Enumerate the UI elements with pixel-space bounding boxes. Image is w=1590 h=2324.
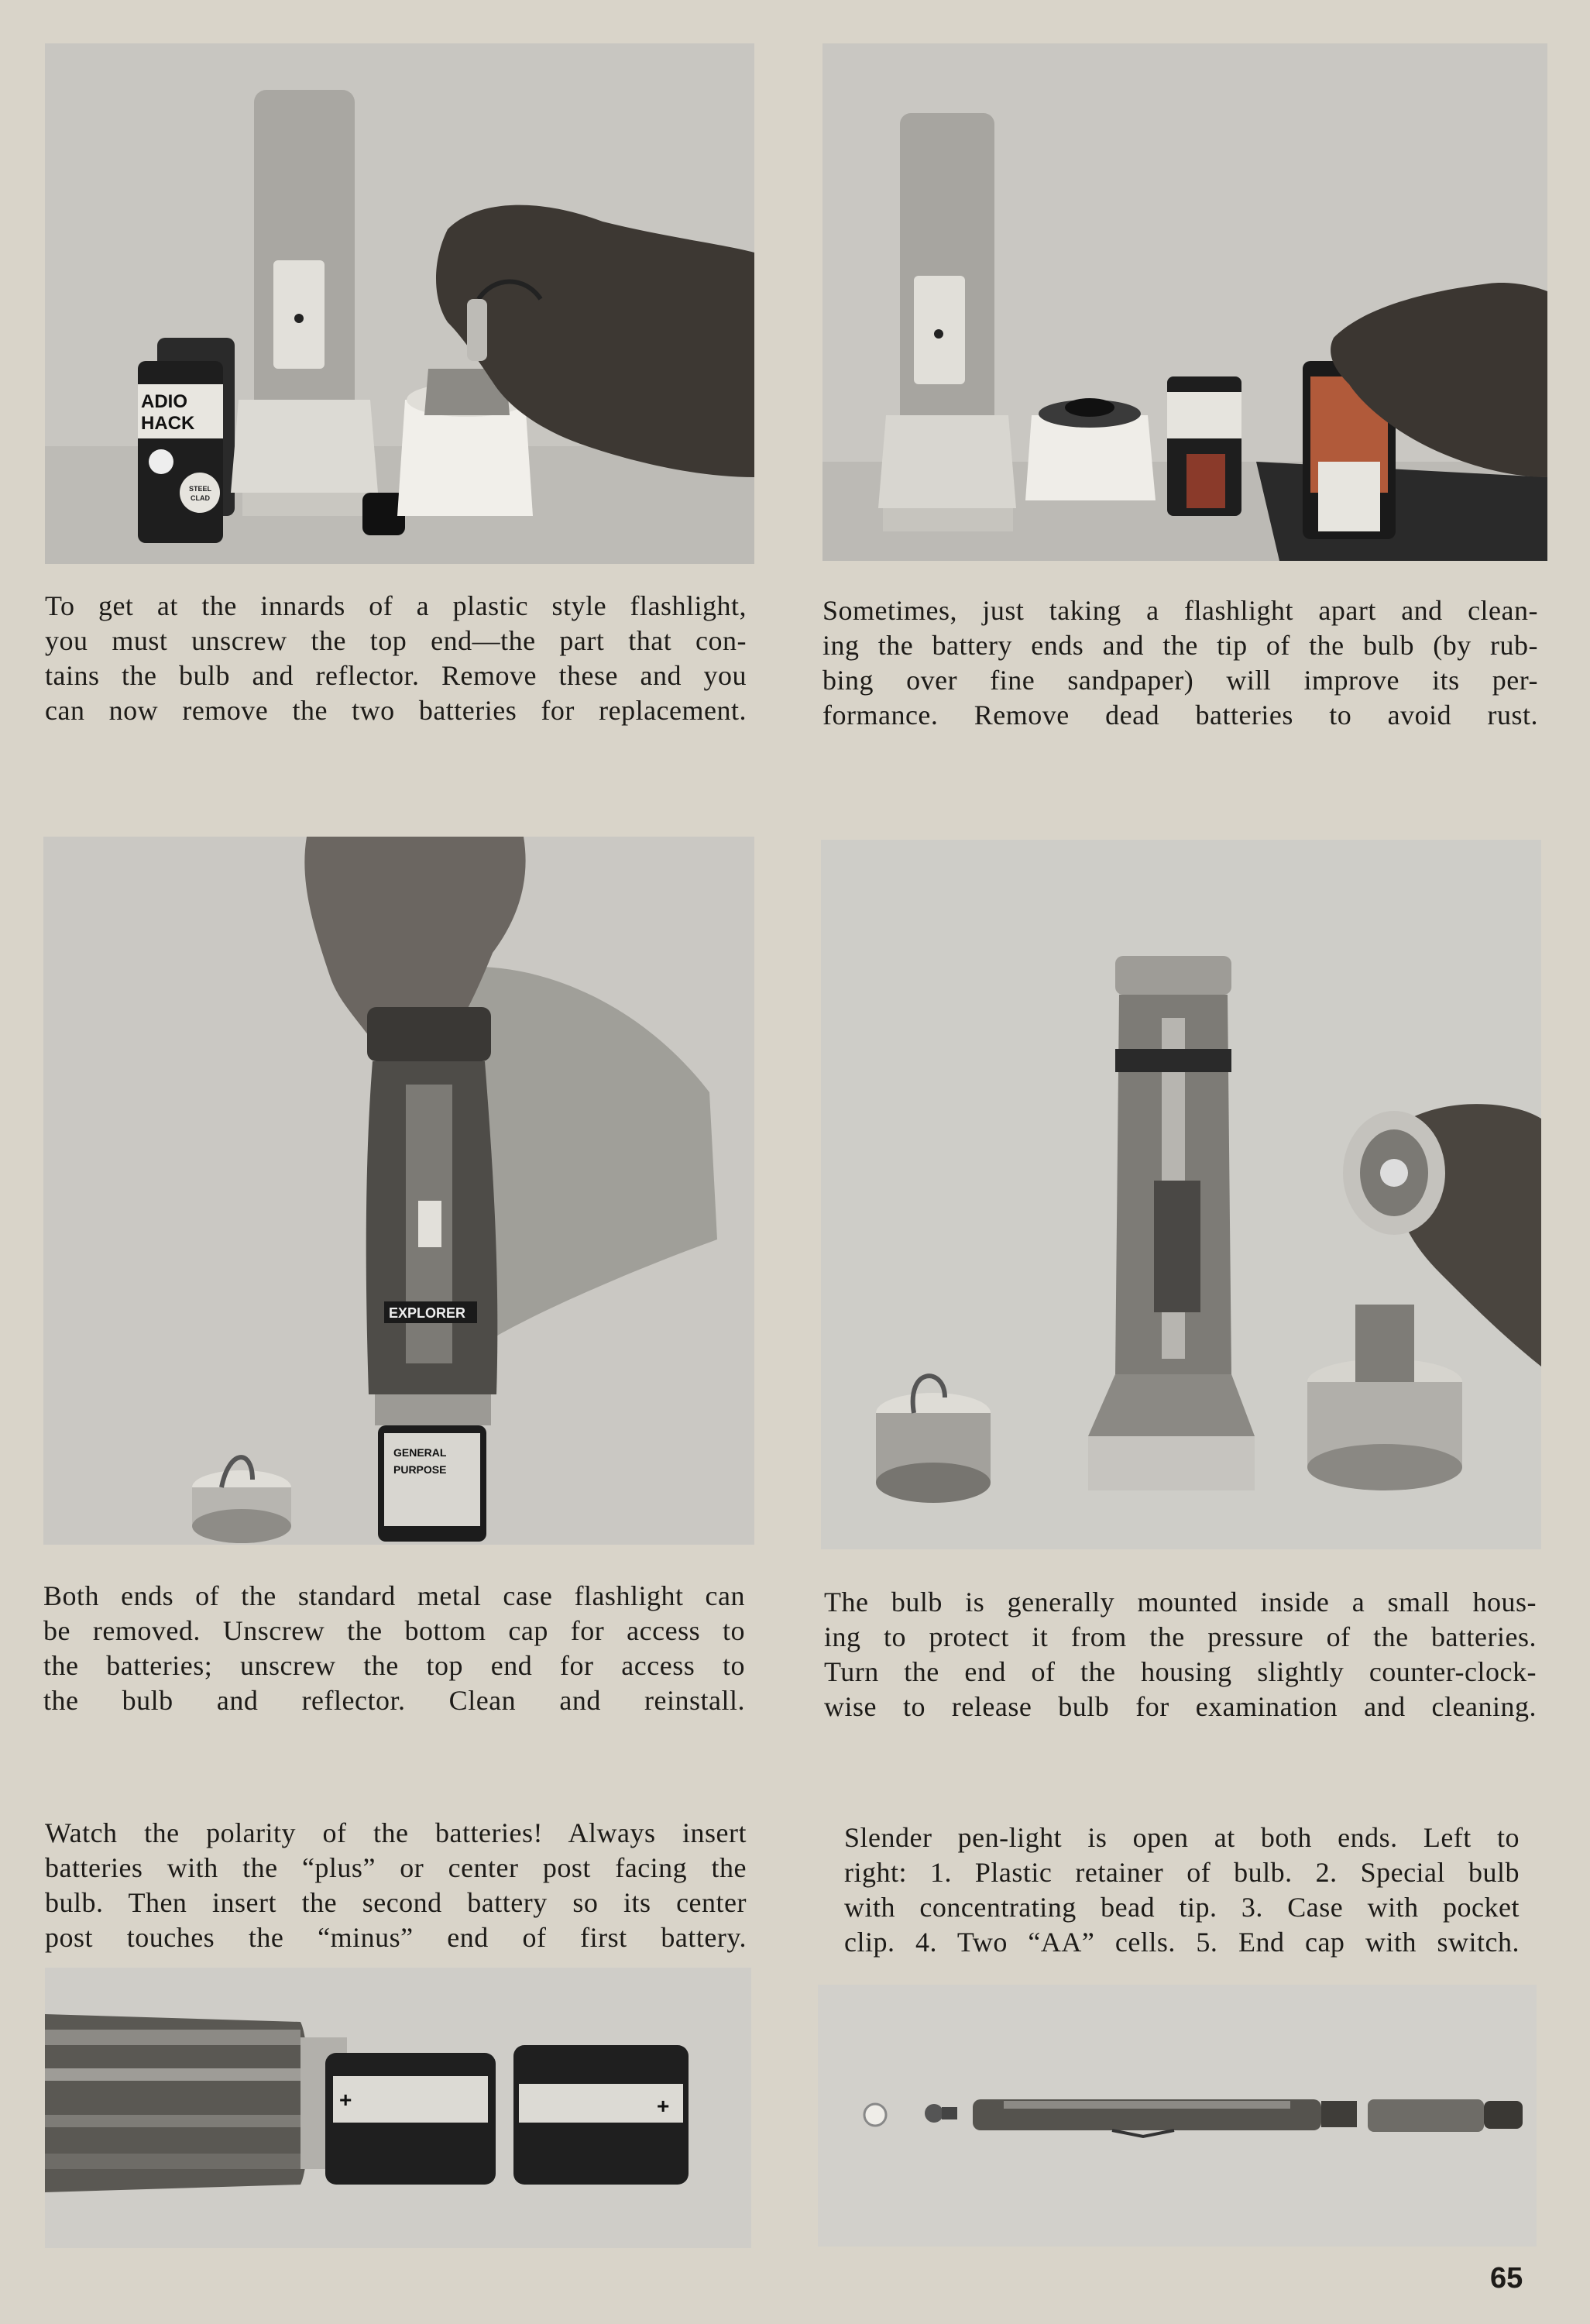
caption-photo6-line3: with concentrating bead tip. 3. Case with pocket — [844, 1892, 1520, 1923]
flashlight-disassembly-illustration — [45, 43, 754, 564]
caption-photo5-line1: Watch the polarity of the batteries! Always insert — [45, 1817, 747, 1848]
battery-label-line2: PURPOSE — [393, 1463, 447, 1476]
caption-photo2-line1: Sometimes, just taking a flashlight apart and clean- — [822, 595, 1538, 626]
flashlight-cleaning-illustration — [822, 43, 1547, 561]
caption-photo5-line3: bulb. Then insert the second battery so its center — [45, 1887, 747, 1918]
caption-photo6-line4: clip. 4. Two “AA” cells. 5. End cap with switch. — [844, 1927, 1520, 1958]
caption-photo4-line3: Turn the end of the housing slightly counter-clock- — [824, 1656, 1537, 1687]
caption-photo6-line2: right: 1. Plastic retainer of bulb. 2. Special bulb — [844, 1857, 1520, 1888]
steel-clad-line2: CLAD — [191, 494, 210, 502]
photo-cleaning-batteries — [822, 43, 1547, 561]
caption-photo1-line3: tains the bulb and reflector. Remove these and you — [45, 660, 747, 691]
caption-photo3-line4: the bulb and reflector. Clean and reinstall. — [43, 1685, 745, 1716]
battery-polarity-illustration — [45, 1968, 751, 2248]
caption-photo3-line3: the batteries; unscrew the top end for access to — [43, 1650, 745, 1681]
caption-photo2-line4: formance. Remove dead batteries to avoid rust. — [822, 700, 1538, 731]
caption-photo3-line1: Both ends of the standard metal case flashlight can — [43, 1580, 745, 1611]
caption-photo1-line1: To get at the innards of a plastic style flashlight, — [45, 590, 747, 621]
caption-photo6-line1: Slender pen-light is open at both ends. Left to — [844, 1822, 1520, 1853]
caption-photo2-line2: ing the battery ends and the tip of the bulb (by rub- — [822, 630, 1538, 661]
caption-photo5 — [45, 1816, 747, 1955]
caption-photo1-line4: can now remove the two batteries for replacement. — [45, 695, 747, 726]
flashlight-brand-label: EXPLORER — [389, 1305, 466, 1321]
caption-photo2 — [822, 593, 1538, 733]
caption-photo2-line3: bing over fine sandpaper) will improve its per- — [822, 665, 1538, 696]
battery-brand-line1: ADIO — [141, 391, 187, 412]
photo-penlight-parts — [818, 1985, 1537, 2247]
caption-photo4-line2: ing to protect it from the pressure of the batteries. — [824, 1621, 1537, 1652]
caption-photo4-line4: wise to release bulb for examination and cleaning. — [824, 1691, 1537, 1722]
caption-photo5-line2: batteries with the “plus” or center post facing the — [45, 1852, 747, 1883]
photo-plastic-flashlight — [45, 43, 754, 564]
caption-photo1-line2: you must unscrew the top end—the part that con- — [45, 625, 747, 656]
battery-brand-line2: HACK — [141, 413, 195, 434]
caption-photo4 — [824, 1585, 1537, 1724]
steel-clad-line1: STEEL — [189, 485, 212, 493]
caption-photo3 — [43, 1579, 745, 1718]
metal-flashlight-illustration — [43, 837, 754, 1545]
caption-photo3-line2: be removed. Unscrew the bottom cap for access to — [43, 1615, 745, 1646]
caption-photo5-line4: post touches the “minus” end of first battery. — [45, 1922, 747, 1953]
caption-photo6 — [844, 1820, 1520, 1960]
page-number: 65 — [1490, 2262, 1523, 2295]
bulb-housing-illustration — [821, 840, 1541, 1549]
photo-metal-flashlight — [43, 837, 754, 1545]
battery-label-line1: GENERAL — [393, 1446, 447, 1459]
penlight-parts-illustration — [818, 1985, 1537, 2247]
caption-photo1 — [45, 589, 747, 728]
photo-battery-polarity — [45, 1968, 751, 2248]
caption-photo4-line1: The bulb is generally mounted inside a small hous- — [824, 1587, 1537, 1618]
svg-text:+: + — [339, 2088, 352, 2112]
svg-text:+: + — [657, 2094, 670, 2118]
photo-bulb-housing — [821, 840, 1541, 1549]
